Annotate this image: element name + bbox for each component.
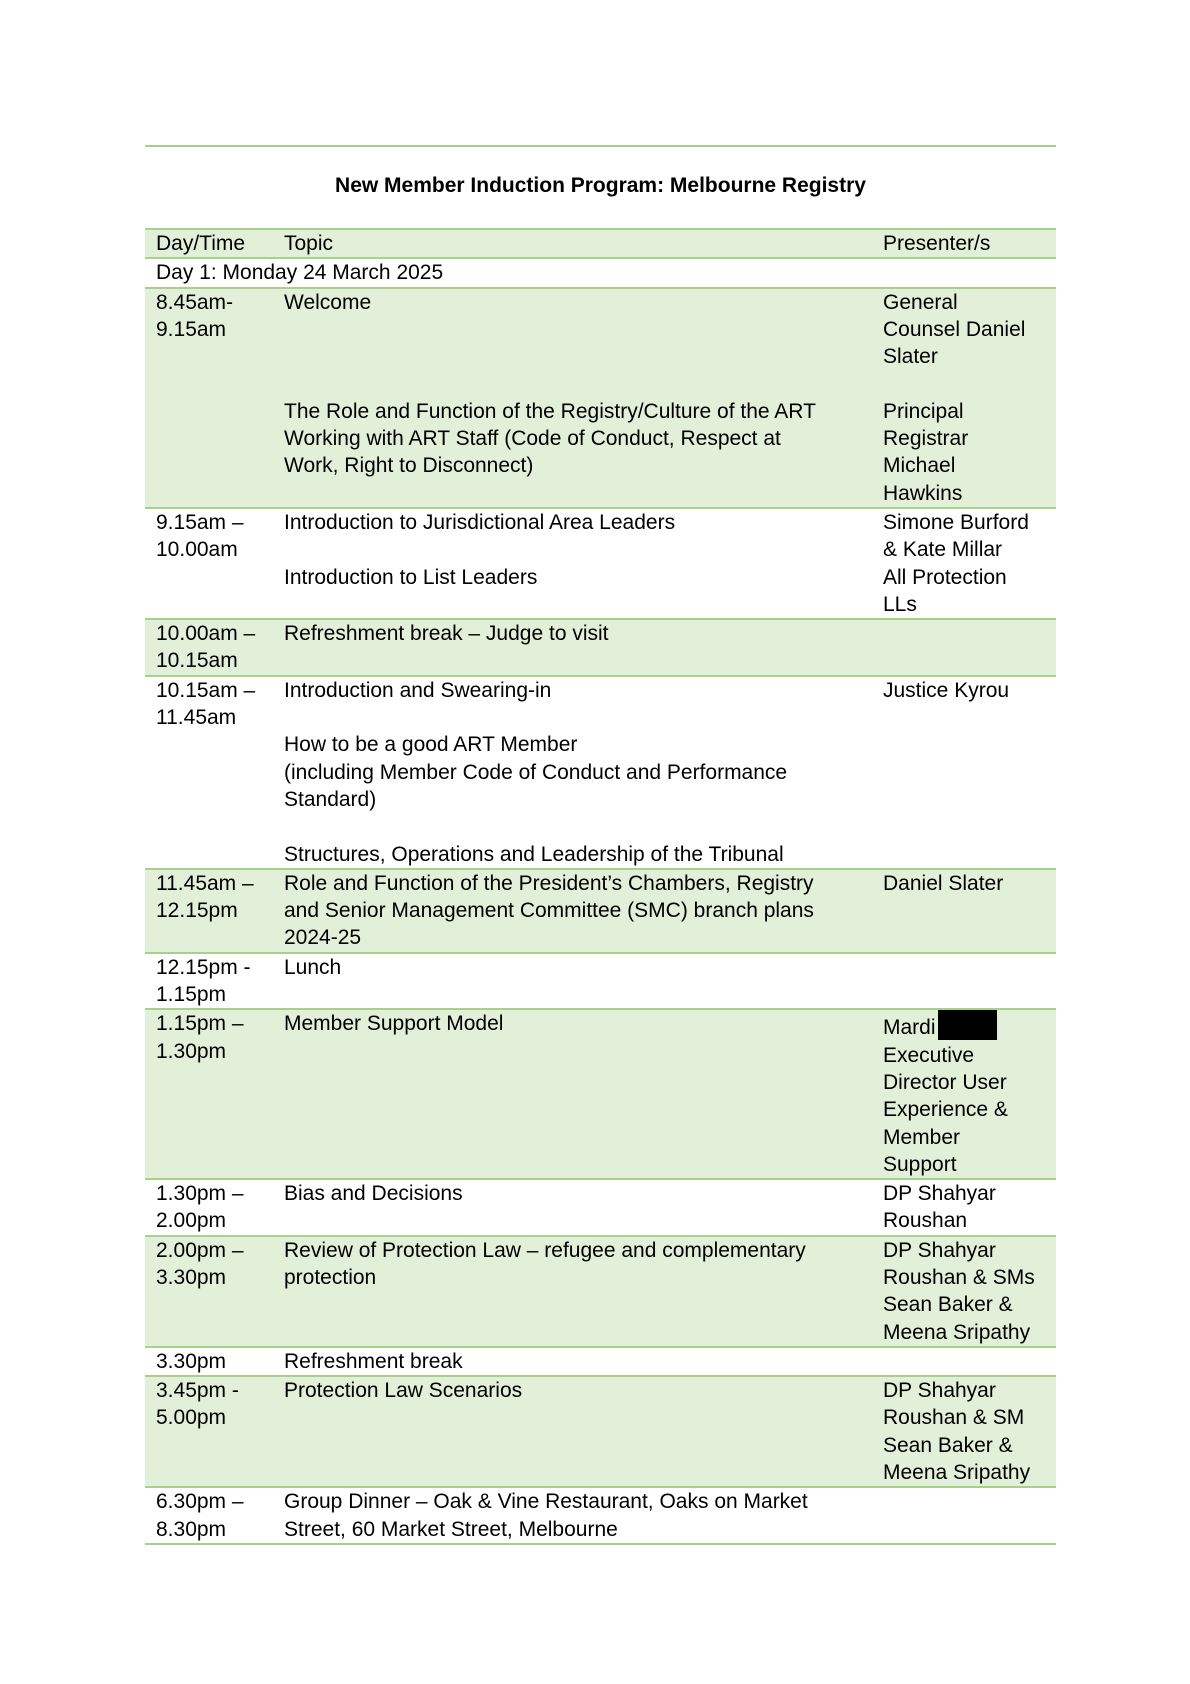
presenter-line: Support [883,1152,957,1176]
presenter-line: Experience & [883,1098,1008,1122]
presenter-cell [872,676,1056,869]
topic-line: Standard) [284,787,377,811]
day-heading: Day 1: Monday 24 March 2025 [145,258,1056,287]
time-line: 10.15am [156,649,238,673]
header-row [145,229,1056,258]
presenter-line: Roushan & SMs [883,1265,1035,1289]
presenter-line: Sean Baker & [883,1433,1013,1457]
topic-cell [273,1347,872,1376]
time-line: 10.15am – [156,678,256,702]
presenter-line: DP Shahyar [883,1182,996,1206]
time-line: 2.00pm [156,1209,227,1233]
document-title: New Member Induction Program: Melbourne Registry [335,174,866,197]
topic-line: Refreshment break [284,1349,463,1373]
time-line: 1.30pm [156,1039,227,1063]
header-topic: Topic [273,229,872,258]
topic-line [284,343,872,370]
time-line: 5.00pm [156,1406,227,1430]
topic-line: Group Dinner – Oak & Vine Restaurant, Oaks on Market [284,1490,808,1514]
topic-line: Role and Function of the President’s Chambers, Registry [284,871,814,895]
topic-line: Welcome [284,290,372,314]
topic-cell [273,869,872,953]
redaction-box [938,1010,997,1040]
presenter-cell [872,1179,1056,1236]
topic-cell [273,676,872,869]
presenter-line: Meena Sripathy [883,1320,1031,1344]
presenter-line: Director User [883,1070,1007,1094]
time-cell [145,619,273,676]
presenter-line: Counsel Daniel [883,317,1026,341]
presenter-line: Simone Burford [883,510,1029,534]
topic-line: Introduction to List Leaders [284,565,538,589]
topic-line [284,316,872,343]
schedule-row [145,288,1056,508]
schedule-row [145,619,1056,676]
time-cell [145,869,273,953]
top-rule [145,145,1056,147]
topic-line [284,704,872,731]
schedule-row [145,1347,1056,1376]
presenter-cell [872,1236,1056,1347]
time-cell [145,1009,273,1179]
topic-line: Introduction and Swearing-in [284,678,552,702]
schedule-row [145,1179,1056,1236]
time-line: 11.45am – [156,871,254,895]
topic-line: Working with ART Staff (Code of Conduct, Respect at [284,427,781,451]
presenter-line: Hawkins [883,481,963,505]
time-line: 10.00am – [156,622,256,646]
presenter-cell [872,1009,1056,1179]
topic-line: Introduction to Jurisdictional Area Leaders [284,510,676,534]
time-line: 1.15pm [156,983,227,1007]
time-cell [145,1179,273,1236]
topic-line: protection [284,1265,377,1289]
topic-cell [273,1376,872,1487]
header-time: Day/Time [145,229,273,258]
presenter-line: Member [883,1125,961,1149]
presenter-cell [872,1487,1056,1544]
schedule-row [145,869,1056,953]
schedule-row [145,508,1056,619]
presenter-line: Executive [883,1043,975,1067]
topic-line [284,536,872,563]
schedule-row [145,1376,1056,1487]
presenter-line: DP Shahyar [883,1238,996,1262]
time-line: 2.00pm – [156,1238,244,1262]
presenter-cell [872,953,1056,1010]
presenter-line: Principal [883,399,964,423]
time-line: 3.30pm [156,1349,227,1373]
topic-line: Member Support Model [284,1012,504,1036]
presenter-cell [872,288,1056,508]
topic-cell [273,288,872,508]
presenter-line: Roushan [883,1209,968,1233]
time-line: 9.15am – [156,510,244,534]
time-line: 8.45am- [156,290,234,314]
presenter-line: Registrar [883,427,969,451]
presenter-line: Justice Kyrou [883,678,1010,702]
topic-line: Work, Right to Disconnect) [284,454,534,478]
time-cell [145,508,273,619]
presenter-line: DP Shahyar [883,1379,996,1403]
topic-line [284,370,872,397]
presenter-line: LLs [883,592,917,616]
presenter-cell [872,508,1056,619]
presenter-line: Meena Sripathy [883,1461,1031,1485]
time-cell [145,676,273,869]
presenter-cell [872,869,1056,953]
topic-line: Lunch [284,955,342,979]
topic-line: The Role and Function of the Registry/Culture of the ART [284,399,816,423]
time-line: 12.15pm - [156,955,251,979]
presenter-cell [872,619,1056,676]
time-cell [145,288,273,508]
schedule-row [145,953,1056,1010]
presenter-line: Daniel Slater [883,871,1004,895]
schedule-row [145,1009,1056,1179]
topic-line: How to be a good ART Member [284,733,578,757]
topic-cell [273,1179,872,1236]
topic-cell [273,1236,872,1347]
time-line: 3.30pm [156,1265,227,1289]
topic-line: Street, 60 Market Street, Melbourne [284,1517,618,1541]
presenter-line [883,1010,1056,1041]
presenter-line: & Kate Millar [883,538,1003,562]
presenter-line: Michael [883,454,956,478]
topic-line: Structures, Operations and Leadership of the Tribunal [284,842,784,866]
time-cell [145,1347,273,1376]
time-cell [145,1487,273,1544]
time-line: 10.00am [156,538,238,562]
presenter-line: Sean Baker & [883,1293,1013,1317]
topic-cell [273,1487,872,1544]
program-table [145,228,1056,1545]
topic-line [284,813,872,840]
topic-line: Bias and Decisions [284,1182,463,1206]
presenter-line: Slater [883,345,938,369]
presenter-line: All Protection [883,565,1007,589]
topic-line: (including Member Code of Conduct and Performance [284,760,788,784]
time-line: 1.30pm – [156,1182,244,1206]
presenter-cell [872,1376,1056,1487]
schedule-row [145,1236,1056,1347]
topic-cell [273,953,872,1010]
time-line: 6.30pm – [156,1490,244,1514]
topic-line: Refreshment break – Judge to visit [284,622,609,646]
presenter-line: Roushan & SM [883,1406,1025,1430]
time-cell [145,953,273,1010]
presenter-cell [872,1347,1056,1376]
time-line: 3.45pm - [156,1379,239,1403]
topic-line: 2024-25 [284,926,362,950]
presenter-line [883,370,1056,397]
topic-cell [273,619,872,676]
presenter-first-name: Mardi [883,1016,936,1040]
topic-line: Protection Law Scenarios [284,1379,523,1403]
presenter-line: General [883,290,958,314]
topic-line: and Senior Management Committee (SMC) branch plans [284,899,814,923]
time-cell [145,1376,273,1487]
time-line: 1.15pm – [156,1012,244,1036]
topic-cell [273,1009,872,1179]
topic-cell [273,508,872,619]
time-line: 9.15am [156,317,227,341]
time-cell [145,1236,273,1347]
time-line: 8.30pm [156,1517,227,1541]
schedule-rows [145,288,1056,1544]
time-line: 11.45am [156,706,237,730]
time-line: 12.15pm [156,899,238,923]
day-heading-row [145,258,1056,287]
schedule-row [145,1487,1056,1544]
topic-line: Review of Protection Law – refugee and complementary [284,1238,806,1262]
schedule-row [145,676,1056,869]
header-presenter: Presenter/s [872,229,1056,258]
